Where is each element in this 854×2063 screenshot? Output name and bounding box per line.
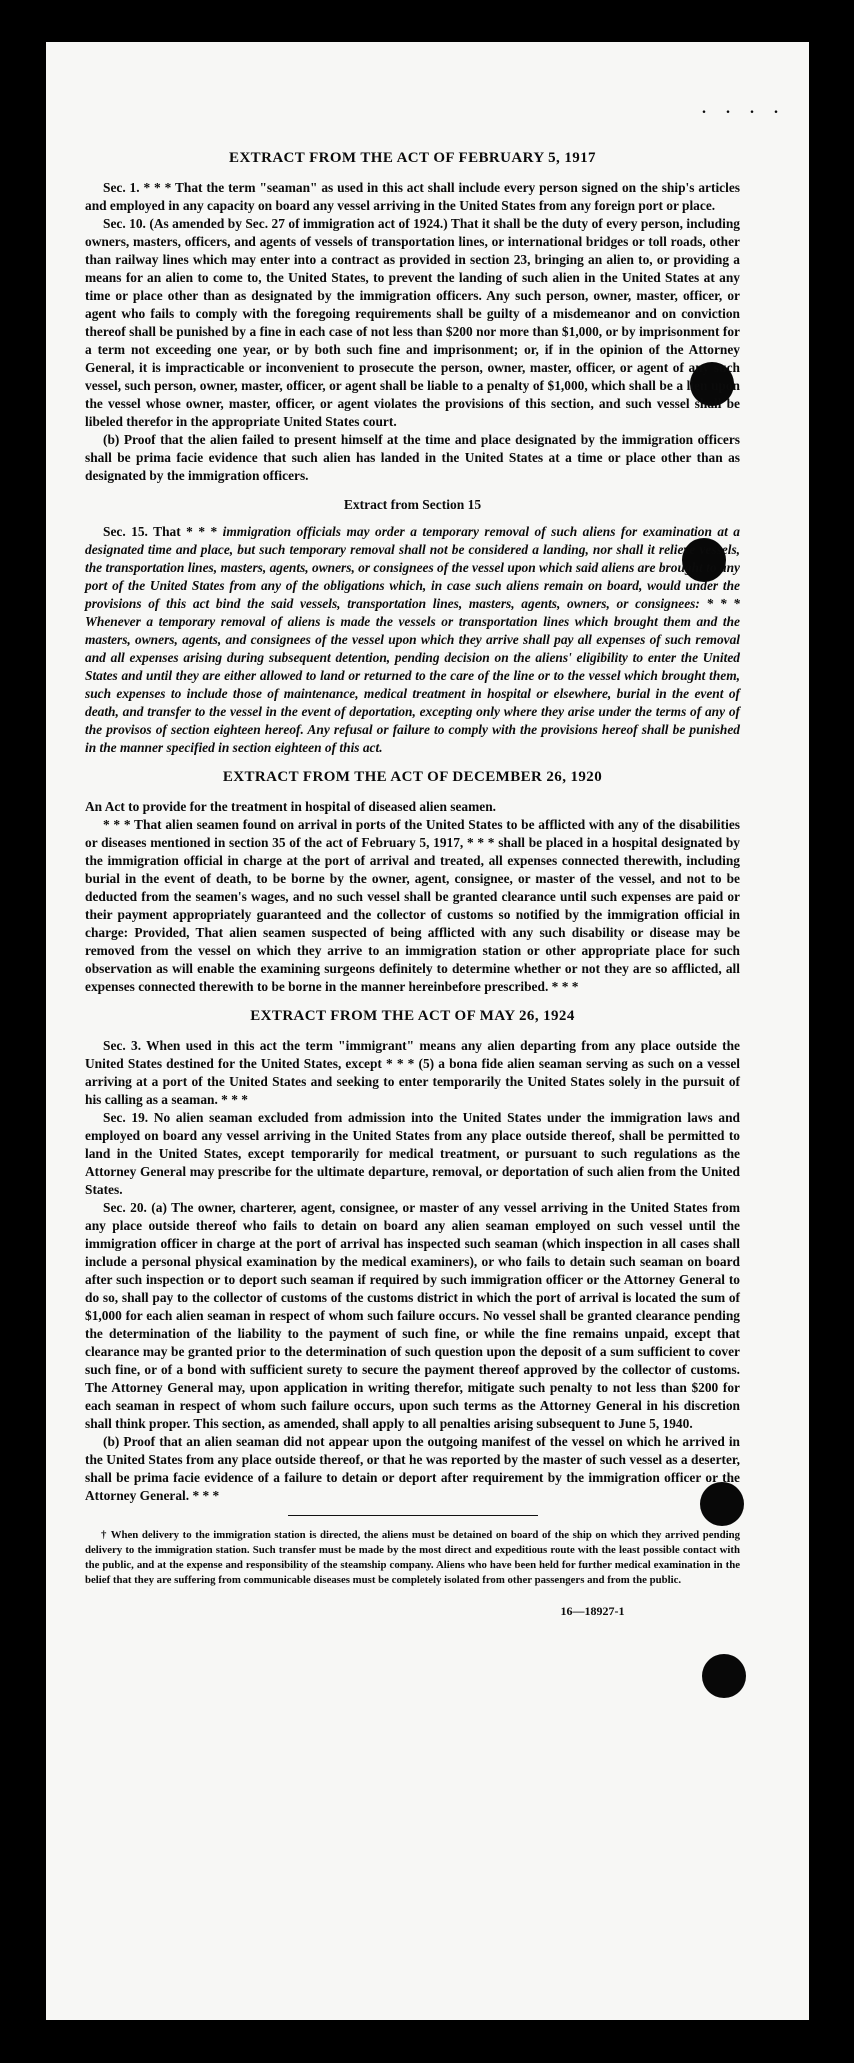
section-15: [85, 523, 740, 757]
act-1917-text: [85, 179, 740, 485]
footnote: [85, 1528, 740, 1588]
section-15-text: [85, 523, 740, 757]
act-1924-text: [85, 1037, 740, 1505]
section-3: Sec. 3. When used in this act the term "immigrant" means any alien departing from any place outside the United States destined for the United States, except * * * (5) a bona fide alien seaman serving as such on a vessel arriving at a port of the United States and seeking to enter temporarily the United States solely in the pursuit of his calling as a seaman. * * *: [85, 1038, 740, 1107]
scan-specks: . . . .: [702, 100, 786, 117]
act-1920-body: * * * That alien seamen found on arrival in ports of the United States to be afflicted with any of the disabilities or diseases mentioned in section 35 of the act of February 5, 1917, * * * shall be placed in a hospital designated by the immigration official in charge at the port of arrival and treated, all expenses connected therewith, including burial in the event of death, to be borne by the owner, agent, consignee, or master of the vessel, and not to be deducted from the seamen's wages, and no such vessel shall be granted clearance until such expenses are paid or their payment appropriately guaranteed and the collector of customs so notified by the immigration official in charge: Provided, That alien seamen suspected of being afflicted with any such disability or disease may be removed from the vessel on which they arrive to an immigration station or other appropriate place for such observation as will enable the examining surgeons definitely to determine whether or not they are so afflicted, all expenses connected therewith to be borne in the manner hereinbefore prescribed. * * *: [85, 817, 740, 994]
document-body: [85, 105, 740, 1619]
section-19: Sec. 19. No alien seaman excluded from admission into the United States under the immigration laws and employed on board any vessel arriving in the United States from any place outside thereof, shall be permitted to land in the United States, except temporarily for medical treatment, or pursuant to such regulations as the Attorney General may prescribe for the ultimate departure, removal, or deportation of such alien from the United States.: [85, 1110, 740, 1197]
section-20b: (b) Proof that an alien seaman did not appear upon the outgoing manifest of the vessel on which he arrived in the United States from any place outside thereof, or that he was reported by the master of such vessel as a deserter, shall be prima facie evidence of a failure to detain or deport after requirement by the immigration officer or the Attorney General. * * *: [85, 1434, 740, 1503]
form-code: 16—18927-1: [560, 1604, 625, 1618]
act-1920-text: [85, 798, 740, 996]
section-1: Sec. 1. * * * That the term "seaman" as used in this act shall include every person signed on the ship's articles and employed in any capacity on board any vessel arriving in the United States from any foreign port or place.: [85, 180, 740, 213]
footnote-text: † When delivery to the immigration station is directed, the aliens must be detained on board of the ship on which they arrived pending delivery to the immigration station. Such transfer must be made by the most direct and expeditious route with the least possible contact with the public, and at the expense and responsibility of the steamship company. Aliens who have been held for further medical examination in the belief that they are suffering from communicable diseases must be completely isolated from other passengers and from the public.: [85, 1529, 740, 1586]
heading-act-1920: EXTRACT FROM THE ACT OF DECEMBER 26, 1920: [222, 769, 603, 785]
section-15-lead: Sec. 15. That * * *: [103, 524, 218, 539]
section-10b: (b) Proof that the alien failed to present himself at the time and place designated by the immigration officers shall be prima facie evidence that such alien has landed in the United States at a time or place other than as designated by the immigration officers.: [85, 432, 740, 483]
heading-act-1924: EXTRACT FROM THE ACT OF MAY 26, 1924: [250, 1008, 575, 1024]
section-20: Sec. 20. (a) The owner, charterer, agent, consignee, or master of any vessel arriving in the United States from any place outside thereof who fails to detain on board any alien seaman employed on such vessel until the immigration officer in charge at the port of arrival has inspected such seaman (which inspection in all cases shall include a personal physical examination by the medical examiners), or who fails to detain such seaman on board after such inspection or to deport such seaman if required by such immigration officer or the Attorney General to do so, shall pay to the collector of customs of the customs district in which the port of arrival is located the sum of $1,000 for each alien seaman in respect of whom such failure occurs. No vessel shall be granted clearance pending the determination of the liability to the payment of such fine, or while the fine remains unpaid, except that clearance may be granted prior to the determination of such question upon the deposit of a sum sufficient to cover such fine, or of a bond with sufficient surety to secure the payment thereof approved by the collector of customs. The Attorney General may, upon application in writing therefor, mitigate such penalty to not less than $200 for each seaman in respect of whom such failure occurs, upon such terms as the Attorney General in his discretion shall think proper. This section, as amended, shall apply to all penalties arising subsequent to June 5, 1940.: [85, 1200, 740, 1431]
heading-act-1917: EXTRACT FROM THE ACT OF FEBRUARY 5, 1917: [229, 150, 596, 166]
section-15-body: immigration officials may order a temporary removal of such aliens for examination at a designated time and place, but such temporary removal shall not be considered a landing, nor shall it relieve vessels, the transportation lines, masters, agents, owners, or consignees of the vessel upon which said aliens are brought to any port of the United States from any of the obligations which, in case such aliens remain on board, would under the provisions of this act bind the said vessels, transportation lines, masters, agents, owners, or consignees: * * * Whenever a temporary removal of aliens is made the vessels or transportation lines which brought them and the masters, owners, agents, and consignees of the vessel upon which they arrive shall pay all expenses of such removal and all expenses arising during subsequent detention, pending decision on the aliens' eligibility to enter the United States and until they are either allowed to land or returned to the care of the line or to the vessel which brought them, such expenses to include those of maintenance, medical treatment in hospital or elsewhere, burial in the event of death, and transfer to the vessel in the event of deportation, excepting only where they arise under the terms of any of the provisos of section eighteen hereof. Any refusal or failure to comply with the provisions hereof shall be punished in the manner specified in section eighteen of this act.: [85, 524, 740, 755]
section-10: Sec. 10. (As amended by Sec. 27 of immigration act of 1924.) That it shall be the duty of every person, including owners, masters, officers, and agents of vessels of transportation lines, or international bridges or toll roads, other than railway lines which may enter into a contract as provided in section 23, bringing an alien to, or providing a means for an alien to come to, the United States, to prevent the landing of such alien in the United States at any time or place other than as designated by the immigration officers. Any such person, owner, master, officer, or agent who fails to comply with the foregoing requirements shall be guilty of a misdemeanor and on conviction thereof shall be punished by a fine in each case of not less than $200 nor more than $1,000, or by imprisonment for a term not exceeding one year, or by both such fine and imprisonment; or, if in the opinion of the Attorney General, it is impracticable or inconvenient to prosecute the person, owner, master, officer, or agent of any such vessel, such person, owner, master, officer, or agent shall be liable to a penalty of $1,000, which shall be a lien upon the vessel whose owner, master, officer, or agent violates the provisions of this section, and such vessel shall be libeled therefor in the appropriate United States court.: [85, 216, 740, 429]
punch-hole-4: [702, 1654, 746, 1698]
footnote-divider: [288, 1515, 538, 1516]
act-1920-title: An Act to provide for the treatment in hospital of diseased alien seamen.: [85, 799, 497, 814]
heading-section-15: Extract from Section 15: [343, 497, 482, 512]
